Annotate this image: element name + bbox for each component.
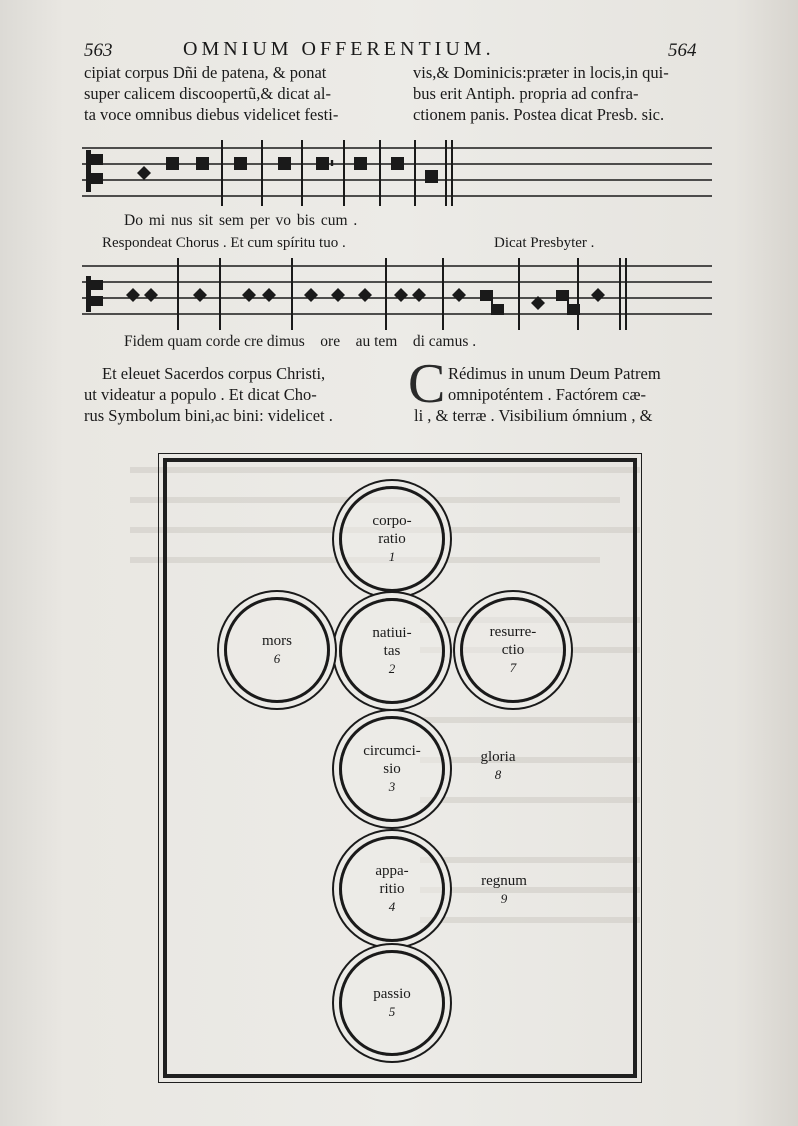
page-number-left: 563 (84, 40, 113, 61)
circle-label: ratio (378, 531, 406, 547)
circle-label: ritio (379, 881, 405, 897)
c-clef-icon (86, 150, 103, 192)
circle-label: tas (383, 643, 401, 659)
text-line: ctionem panis. Postea dicat Presb. sic. (413, 105, 665, 124)
plain-number: 9 (500, 891, 508, 906)
circle-corporatio (339, 486, 445, 592)
circle-label: passio (373, 986, 411, 1002)
text-line: Et eleuet Sacerdos corpus Christi, (102, 364, 326, 383)
label-gloria (468, 748, 528, 784)
circle-number: 4 (388, 899, 396, 914)
circle-resurrectio (460, 597, 566, 703)
circle-number: 6 (273, 651, 281, 666)
creed-text (448, 363, 661, 405)
circle-number: 1 (388, 549, 396, 564)
right-column-top (413, 62, 669, 125)
circle-number: 7 (509, 660, 517, 675)
creed-line-3: li , & terræ . Visibilium ómnium , & (414, 406, 653, 425)
circle-label: mors (262, 633, 292, 649)
label-regnum (464, 872, 544, 908)
left-column-top (84, 62, 338, 125)
circle-number: 2 (388, 661, 396, 676)
response-rubric: Respondeat Chorus . Et cum spíritu tuo . (102, 235, 346, 251)
creed-line: Rédimus in unum Deum Patrem (448, 364, 661, 383)
rubric-dicat-presbyter: Dicat Presbyter . (494, 235, 595, 251)
text-line: cipiat corpus Dñi de patena, & ponat (84, 63, 327, 82)
circle-passio (339, 950, 445, 1056)
text-line: super calicem discoopertũ,& dicat al- (84, 84, 331, 103)
text-line: ta voce omnibus diebus videlicet festi- (84, 105, 339, 124)
plain-label: regnum (481, 873, 527, 889)
chant-staff-2 (82, 258, 714, 338)
running-title: OMNIUM OFFERENTIUM. (183, 38, 495, 60)
text-line: ut videatur a populo . Et dicat Cho- (84, 385, 317, 404)
circle-label: corpo- (372, 513, 412, 529)
circle-apparitio (339, 836, 445, 942)
drop-cap-initial: C (408, 353, 446, 415)
circle-label: ctio (501, 642, 525, 658)
chant-staff-1 (82, 140, 714, 220)
chant-1-lyrics: Do mi nus sit sem per vo bis cum . (124, 212, 358, 229)
circle-label: natiui- (372, 625, 412, 641)
c-clef-icon (86, 276, 103, 312)
text-line: rus Symbolum bini,ac bini: videlicet . (84, 406, 333, 425)
page-number-right: 564 (668, 40, 697, 61)
plain-number: 8 (494, 767, 502, 782)
circle-label: sio (383, 761, 401, 777)
text-line: bus erit Antiph. propria ad confra- (413, 84, 639, 103)
circle-mors (224, 597, 330, 703)
circle-number: 3 (388, 779, 396, 794)
circle-number: 5 (388, 1004, 396, 1019)
circle-label: appa- (375, 863, 409, 879)
chant-2-lyrics: Fidem quam corde cre dimus ore au tem di camus . (124, 333, 477, 350)
text-line: vis,& Dominicis:præter in locis,in qui- (413, 63, 669, 82)
creed-line: omnipoténtem . Factórem cæ- (448, 385, 646, 404)
circle-label: circumci- (363, 743, 421, 759)
plain-label: gloria (480, 749, 516, 765)
circle-natiuitas (339, 598, 445, 704)
circle-circumcisio (339, 716, 445, 822)
circle-label: resurre- (489, 624, 537, 640)
left-column-bottom (84, 363, 333, 426)
